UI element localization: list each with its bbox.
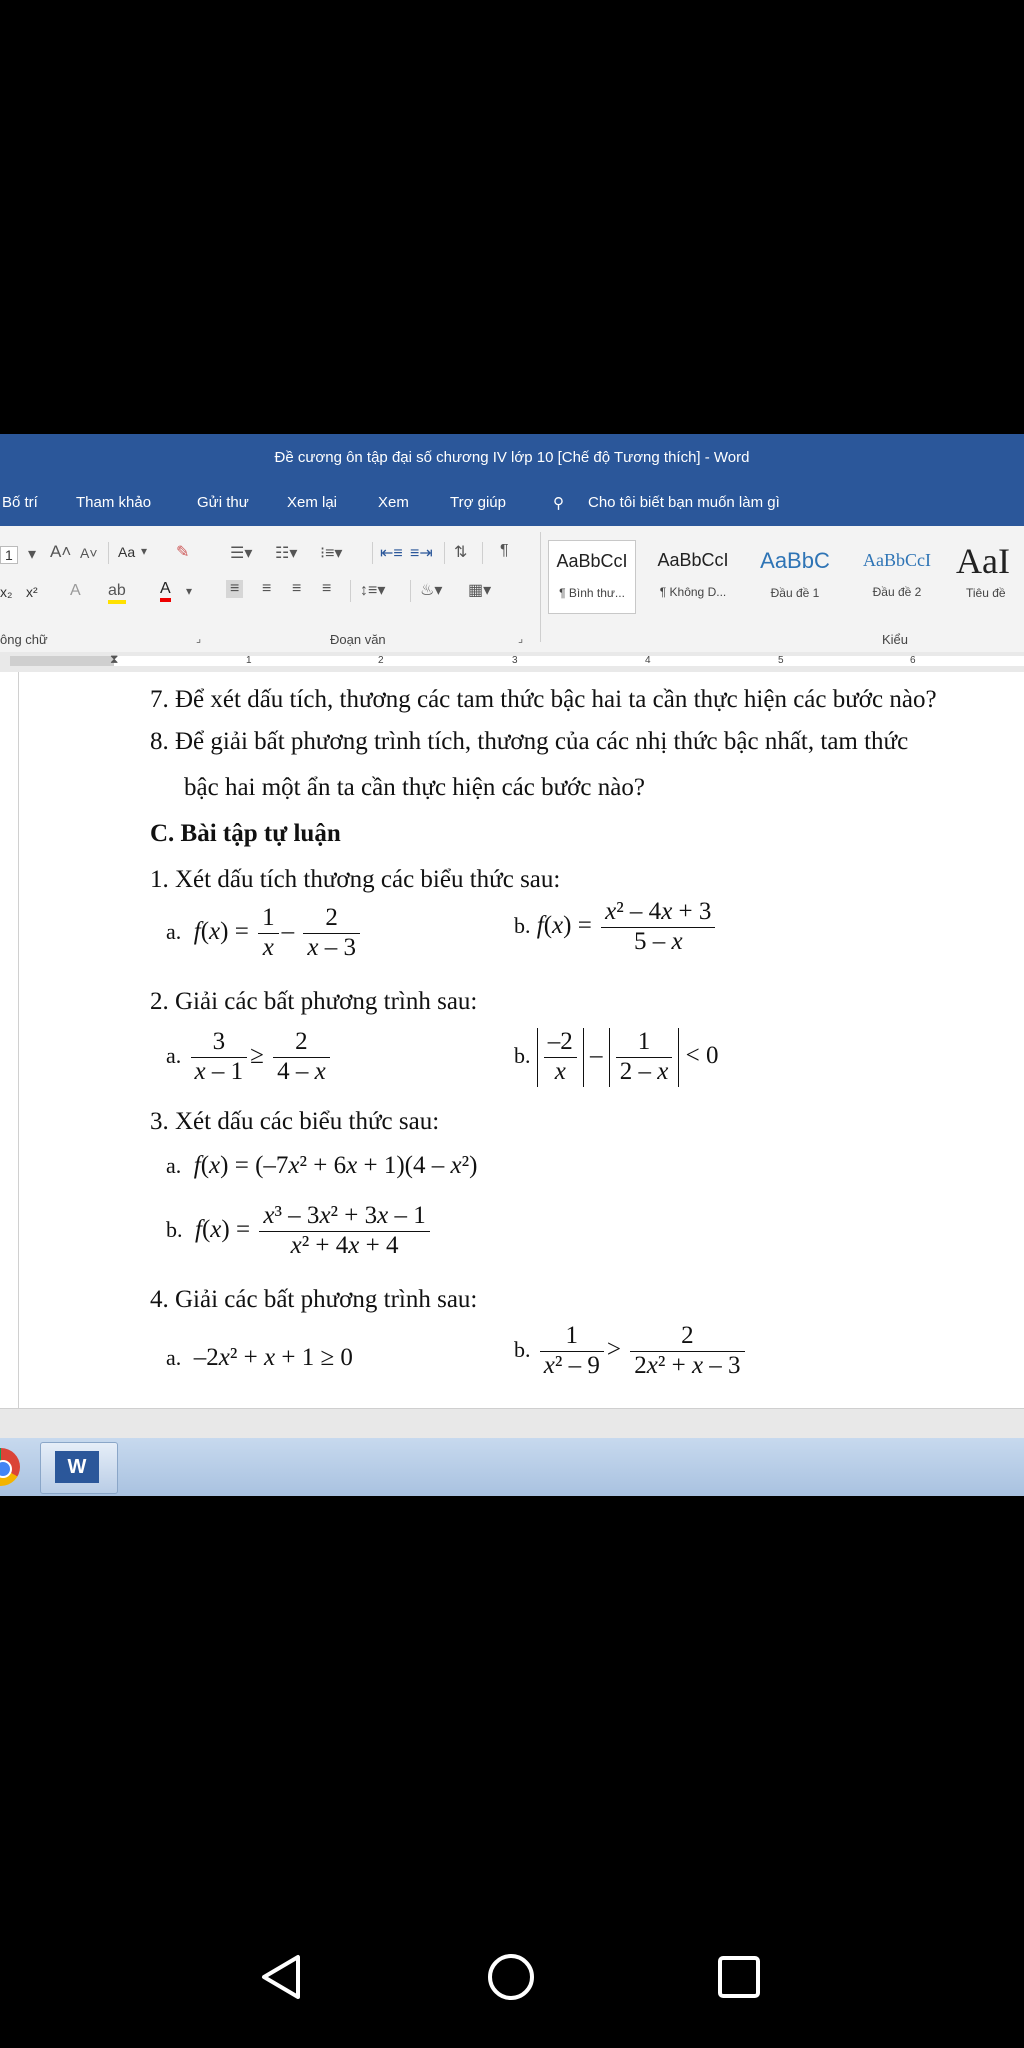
question-8-line-2: bậc hai một ẩn ta cần thực hiện các bước nào?: [184, 774, 645, 801]
tab-references[interactable]: Tham khảo: [76, 494, 152, 511]
divider: [372, 542, 373, 564]
group-label-styles: Kiểu: [882, 632, 909, 647]
page-edge: [18, 672, 19, 1408]
line-spacing-icon[interactable]: ↕≡▾: [360, 582, 386, 599]
exercise-2a: a. $\frac{3}{x - 1}$ ≥ $\frac{2}{4 - x}$: [166, 1028, 333, 1087]
android-nav-bar: [0, 1900, 1024, 2048]
align-center-icon[interactable]: ≡: [262, 580, 272, 597]
item-label: b.: [514, 912, 531, 938]
fraction: $\frac{2}{4 - x}$: [273, 1028, 330, 1087]
fraction: $\frac{1}{x}$: [258, 904, 279, 963]
superscript-icon[interactable]: x²: [26, 584, 38, 600]
ruler-number: 6: [910, 655, 916, 666]
style-sample: AaBbCcI: [657, 550, 729, 570]
item-label: b.: [514, 1336, 531, 1362]
exercise-1: 1. Xét dấu tích thương các biểu thức sau:: [150, 866, 561, 893]
divider: [108, 542, 109, 564]
tab-layout[interactable]: Bố trí: [2, 494, 38, 511]
style-sample: AaI: [956, 541, 1010, 581]
home-icon[interactable]: [486, 1952, 536, 2002]
ribbon: [0, 526, 1024, 653]
font-size-box[interactable]: 1: [0, 546, 18, 564]
divider: [350, 580, 351, 602]
ruler[interactable]: [0, 652, 1024, 673]
fraction: $\frac{\text{x³ – 3x² + 3x – 1}}{\text{x² + 4x + 4}}$: [259, 1202, 429, 1261]
text-effects-icon[interactable]: A: [70, 582, 81, 599]
item-label: a.: [166, 1345, 182, 1370]
shrink-font-icon[interactable]: A˅: [80, 545, 98, 561]
highlight-icon[interactable]: ab: [108, 582, 126, 604]
style-sample: AaBbCcI: [863, 550, 931, 570]
tab-review[interactable]: Xem lại: [287, 494, 338, 511]
item-label: b.: [166, 1216, 183, 1242]
menu-bar: [0, 480, 1024, 526]
numbering-icon[interactable]: ☷▾: [275, 545, 298, 562]
chrome-taskbar-button[interactable]: [0, 1442, 26, 1492]
fraction: $\frac{3}{x - 1}$: [191, 1028, 248, 1087]
multilevel-list-icon[interactable]: ⁝≡▾: [320, 545, 343, 562]
exercise-3: 3. Xét dấu các biểu thức sau:: [150, 1108, 440, 1135]
ruler-number: 3: [512, 655, 518, 666]
bullets-icon[interactable]: ☰▾: [230, 545, 253, 562]
item-label: a.: [166, 1153, 182, 1178]
group-label-paragraph: Đoạn văn: [330, 632, 386, 647]
ruler-number: 4: [645, 655, 651, 666]
tell-me-box[interactable]: Cho tôi biết bạn muốn làm gì: [588, 494, 780, 511]
font-color-icon[interactable]: A: [160, 580, 171, 602]
style-sample: AaBbC: [760, 548, 830, 573]
justify-icon[interactable]: ≡: [322, 580, 332, 597]
style-name: Đầu đề 2: [872, 585, 922, 599]
tab-help[interactable]: Trợ giúp: [450, 494, 506, 511]
exercise-1b: b. f(x) = $\frac{\text{x² – 4x + 3}}{5 - x}$: [514, 898, 718, 957]
align-left-icon[interactable]: ≡: [226, 580, 243, 598]
chevron-down-icon[interactable]: ▾: [186, 584, 193, 598]
divider: [444, 542, 445, 564]
fraction: $\frac{2}{x - 3}$: [303, 904, 360, 963]
style-name: Đầu đề 1: [770, 586, 820, 600]
style-sample: AaBbCcI: [556, 551, 628, 571]
subscript-icon[interactable]: x₂: [0, 584, 13, 600]
question-8-line-1: 8. Để giải bất phương trình tích, thương của các nhị thức bậc nhất, tam thức: [150, 728, 909, 755]
borders-icon[interactable]: ▦▾: [468, 582, 492, 599]
style-heading-2[interactable]: [854, 540, 940, 612]
fraction: $\frac{1}{\text{x² – 9}}$: [540, 1322, 604, 1381]
style-name: ¶ Bình thư...: [559, 586, 625, 600]
word-taskbar-button[interactable]: [40, 1442, 118, 1494]
lightbulb-icon: ⚲: [553, 495, 564, 512]
ruler-number: 1: [246, 655, 252, 666]
back-icon[interactable]: [258, 1952, 308, 2002]
align-right-icon[interactable]: ≡: [292, 580, 302, 597]
change-case-button[interactable]: Aa: [118, 544, 136, 560]
grow-font-icon[interactable]: A˄: [50, 542, 72, 561]
shading-icon[interactable]: ♨▾: [420, 582, 443, 599]
ruler-margin: [10, 656, 114, 666]
dialog-launcher-icon[interactable]: ⌟: [518, 633, 524, 645]
item-label: a.: [166, 918, 182, 944]
exercise-3a: a. f(x) = (–7x² + 6x + 1)(4 – x²): [166, 1152, 478, 1179]
increase-indent-icon[interactable]: ≡⇥: [410, 545, 433, 562]
pilcrow-icon[interactable]: ¶: [500, 542, 509, 559]
document-page[interactable]: [0, 672, 1024, 1408]
ruler-number: 5: [778, 655, 784, 666]
exercise-2: 2. Giải các bất phương trình sau:: [150, 988, 478, 1015]
tab-view[interactable]: Xem: [378, 494, 409, 511]
ruler-number: 2: [378, 655, 384, 666]
item-label: a.: [166, 1042, 182, 1068]
dialog-launcher-icon[interactable]: ⌟: [196, 633, 202, 645]
divider: [482, 542, 483, 564]
fraction: $\frac{\text{x² – 4x + 3}}{5 - x}$: [601, 898, 715, 957]
group-label-font: ông chữ: [0, 632, 48, 647]
chevron-down-icon[interactable]: ▾: [141, 544, 148, 558]
exercise-4a: a. –2x² + x + 1 ≥ 0: [166, 1344, 353, 1371]
taskbar: [0, 1438, 1024, 1496]
question-7: 7. Để xét dấu tích, thương các tam thức bậc hai ta cần thực hiện các bước nào?: [150, 686, 937, 713]
title-bar: [0, 434, 1024, 480]
tab-mailings[interactable]: Gửi thư: [197, 494, 249, 511]
indent-marker-icon[interactable]: ⧗: [110, 652, 119, 666]
decrease-indent-icon[interactable]: ⇤≡: [380, 545, 403, 562]
window-title: Đề cương ôn tập đại số chương IV lớp 10 [Chế độ Tương thích] - Word: [274, 448, 750, 466]
divider: [540, 532, 541, 642]
sort-icon[interactable]: ⇅: [454, 544, 468, 561]
exercise-4: 4. Giải các bất phương trình sau:: [150, 1286, 478, 1313]
section-c-heading: C. Bài tập tự luận: [150, 820, 341, 847]
fraction: $\frac{2}{\text{2x² + x – 3}}$: [630, 1322, 744, 1381]
exercise-2b: b. $\frac{-2}{x}$ – $\frac{1}{2 - x}$ < 0: [514, 1028, 719, 1085]
style-normal[interactable]: [548, 540, 636, 614]
recents-icon[interactable]: [714, 1952, 764, 2002]
style-no-spacing[interactable]: [650, 540, 736, 612]
exercise-1a: a. f(x) = $\frac{1}{x}$ – $\frac{2}{x - 3}$: [166, 904, 363, 963]
exercise-4b: b. $\frac{1}{\text{x² – 9}}$ > $\frac{2}{\text{2x² + x – 3}}$: [514, 1322, 748, 1381]
formula: f: [193, 917, 201, 945]
divider: [410, 580, 411, 602]
chevron-down-icon[interactable]: ▾: [28, 546, 37, 563]
style-name: ¶ Không D...: [659, 585, 727, 599]
style-title[interactable]: [956, 540, 1024, 612]
clear-format-icon[interactable]: ✎: [176, 544, 190, 561]
style-name: Tiêu đề: [966, 586, 1006, 600]
word-icon: W: [55, 1451, 99, 1483]
horizontal-scroll-area[interactable]: [0, 1408, 1024, 1439]
exercise-3b: b. f(x) = $\frac{\text{x³ – 3x² + 3x – 1}}{\text{x² + 4x + 4}}$: [166, 1202, 433, 1261]
item-label: b.: [514, 1042, 531, 1068]
style-heading-1[interactable]: [752, 540, 838, 612]
